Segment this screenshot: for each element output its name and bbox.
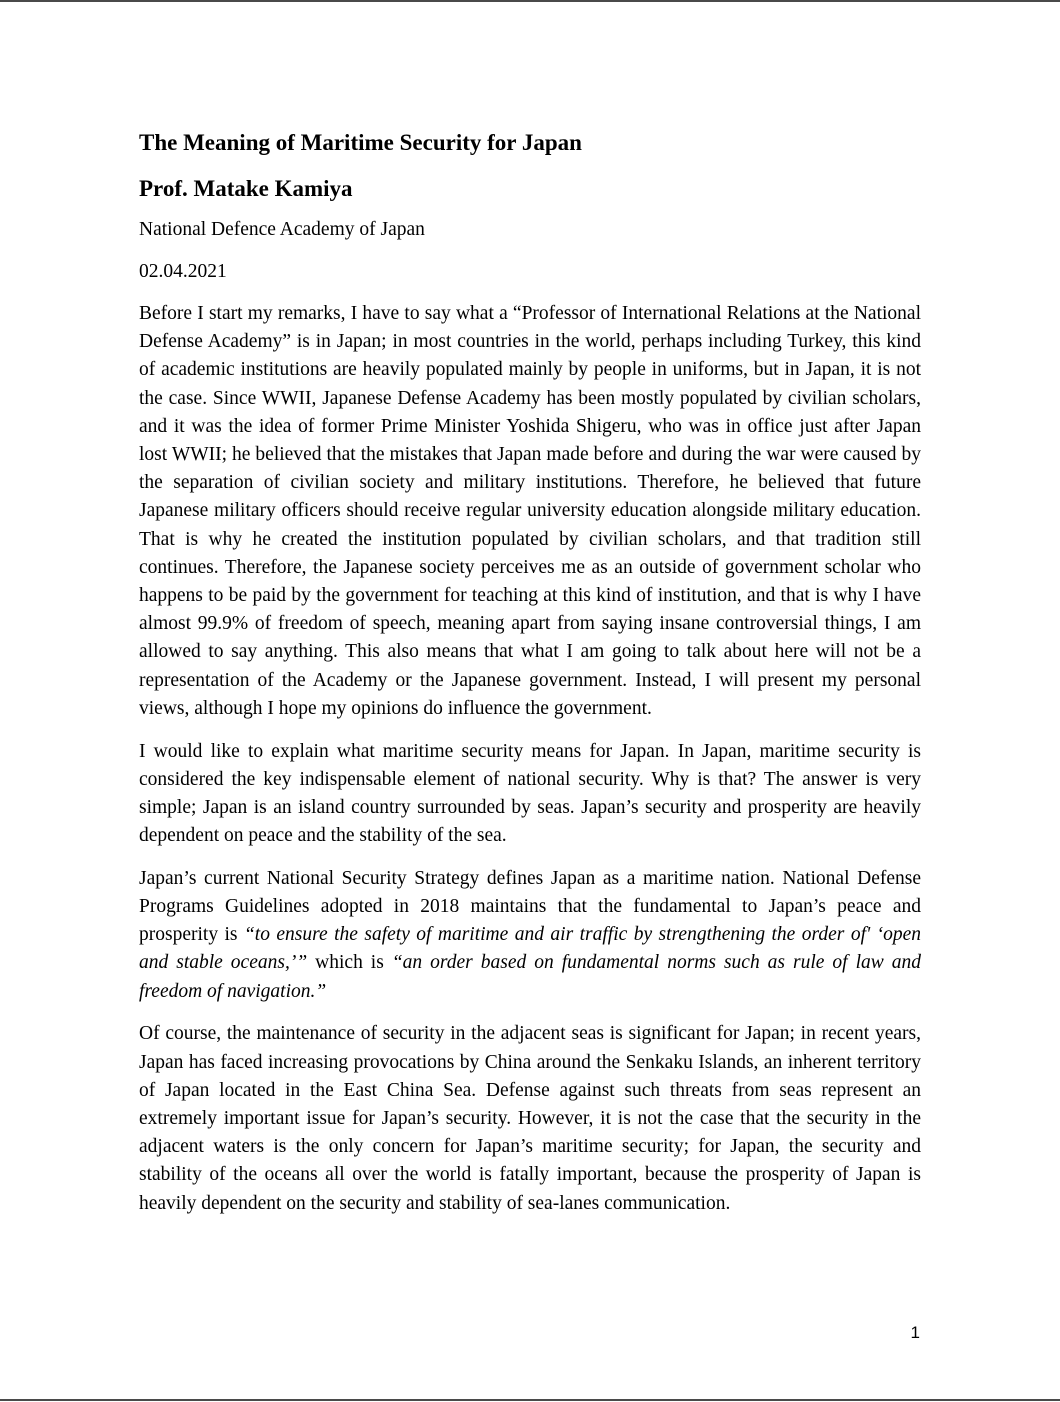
document-body	[139, 127, 921, 1232]
page-top-border	[0, 0, 1060, 2]
paragraph-1: Before I start my remarks, I have to say what a “Professor of International Relations at the National Defense Academy” is in Japan; in most countries in the world, perhaps including Turkey, this kind of academic institutions are heavily populated mainly by people in uniforms, but in Japan, it is not the case. Since WWII, Japanese Defense Academy has been mostly populated by civilian scholars, and it was the idea of former Prime Minister Yoshida Shigeru, who was in office just after Japan lost WWII; he believed that the mistakes that Japan made before and during the war were caused by the separation of civilian society and military institutions. Therefore, he believed that future Japanese military officers should receive regular university education alongside military education. That is why he created the institution populated by civilian scholars, and that tradition still continues. Therefore, the Japanese society perceives me as an outside of government scholar who happens to be paid by the government for teaching at this kind of institution, and that is why I have almost 99.9% of freedom of speech, meaning apart from saying insane controversial things, I am allowed to say anything. This also means that what I am going to talk about here will not be a representation of the Academy or the Japanese government. Instead, I will present my personal views, although I hope my opinions do influence the government.	[139, 303, 921, 719]
paragraph-3-text-a: Japan’s current National Security Strategy defines Japan as a maritime nation. National Defense Programs Guidelines adopted in 2018 maintains that the fundamental to Japan’s peace and prosperity is	[139, 867, 921, 946]
document-title: The Meaning of Maritime Security for Japan	[139, 130, 582, 155]
paragraph-3-text-b: which is	[307, 952, 392, 974]
paragraph-3	[139, 865, 921, 1006]
affiliation: National Defence Academy of Japan	[139, 219, 425, 240]
paragraph-3-quote-b: “an order based on fundamental norms such as rule of law and freedom of navigation.”	[139, 952, 921, 1002]
document-date: 02.04.2021	[139, 261, 227, 282]
paragraph-3-quote-a: “to ensure the safety of maritime and air traffic by strengthening the order of' ‘open and stable oceans,’”	[139, 924, 921, 974]
page-bottom-border	[0, 1399, 1060, 1401]
paragraph-2: I would like to explain what maritime security means for Japan. In Japan, maritime security is considered the key indispensable element of national security. Why is that? The answer is very simple; Japan is an island country surrounded by seas. Japan’s security and prosperity are heavily dependent on peace and the stability of the sea.	[139, 740, 921, 847]
page-number: 1	[910, 1323, 920, 1342]
author-name: Prof. Matake Kamiya	[139, 176, 353, 201]
paragraph-4: Of course, the maintenance of security in the adjacent seas is significant for Japan; in recent years, Japan has faced increasing provocations by China around the Senkaku Islands, an inherent territory of Japan located in the East China Sea. Defense against such threats from seas represent an extremely important issue for Japan’s security. However, it is not the case that the security in the adjacent waters is the only concern for Japan’s maritime security; for Japan, the security and stability of the oceans all over the world is fatally important, because the prosperity of Japan is heavily dependent on the security and stability of sea-lanes communication.	[139, 1023, 921, 1214]
